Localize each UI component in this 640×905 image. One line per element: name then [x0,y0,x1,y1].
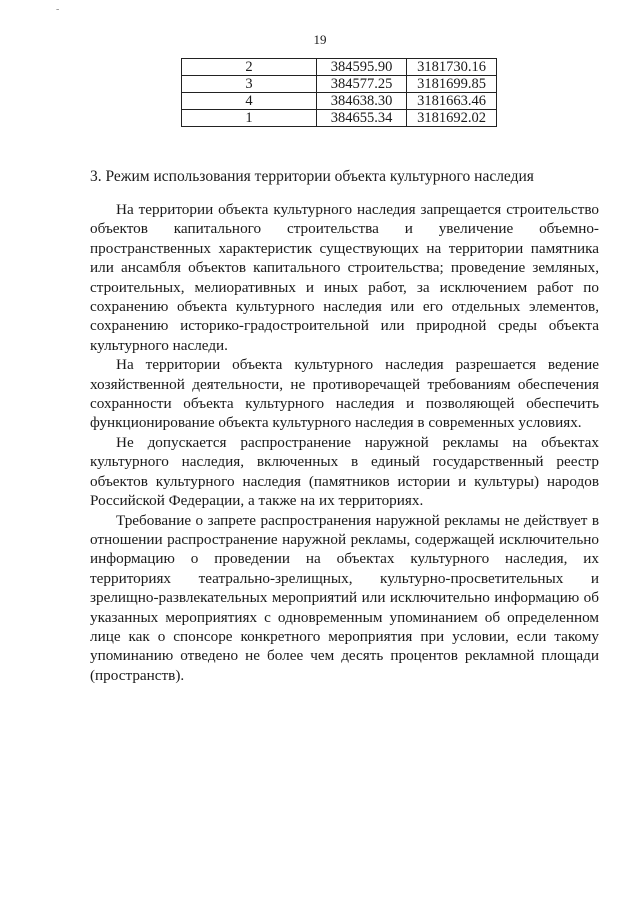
section-heading: 3. Режим использования территории объекта культурного наследия [90,168,534,185]
table-row [182,110,497,127]
paragraph: На территории объекта культурного наследия разрешается ведение хозяйственной деятельности, не противоречащей требованиям обеспечения сохранности объекта культурного наследия и позволяющей обеспечить функционирование объекта культурного наследия в современных условиях. [90,356,599,432]
table-row [182,93,497,110]
table-row [182,76,497,93]
point-number-cell: 2 [182,59,317,76]
y-coordinate-cell: 3181692.02 [407,110,497,127]
point-number-cell: 3 [182,76,317,93]
x-coordinate-cell: 384595.90 [317,59,407,76]
point-number-cell: 1 [182,110,317,127]
y-coordinate-cell: 3181699.85 [407,76,497,93]
x-coordinate-cell: 384577.25 [317,76,407,93]
paragraph: Не допускается распространение наружной рекламы на объектах культурного наследия, включенных в единый государственный реестр объектов культурного наследия (памятников истории и культуры) народов Российской Федерации, а также на их территориях. [90,433,599,510]
y-coordinate-cell: 3181663.46 [407,93,497,110]
x-coordinate-cell: 384655.34 [317,110,407,127]
y-coordinate-cell: 3181730.16 [407,59,497,76]
page-number: 19 [313,32,327,47]
paragraph: На территории объекта культурного наследия запрещается строительство объектов капитального строительства и увеличение объемно-пространственных характеристик существующих на территории памятника или ансамбля объектов капитального строительства; проведение земляных, строительных, мелиоративных и иных работ, за исключением работ по сохранению объекта культурного наследия или его отдельных элементов, сохранению историко-градостроительной или природной среды объекта культурного наследи. [90,201,599,354]
coordinates-table [181,58,497,127]
x-coordinate-cell: 384638.30 [317,93,407,110]
section-body [90,200,599,685]
point-number-cell: 4 [182,93,317,110]
table-row [182,59,497,76]
corner-mark: - [56,4,60,15]
paragraph: Требование о запрете распространения наружной рекламы не действует в отношении распространение наружной рекламы, содержащей исключительно информацию о проведении на объектах культурного наследия, их территориях театрально-зрелищных, культурно-просветительных и зрелищно-развлекательных мероприятий или исключительно информацию об указанных мероприятиях с одновременным упоминанием об определенном лице как о спонсоре конкретного мероприятия при условии, если такому упоминанию отведено не более чем десять процентов рекламной площади (пространств). [90,511,599,684]
